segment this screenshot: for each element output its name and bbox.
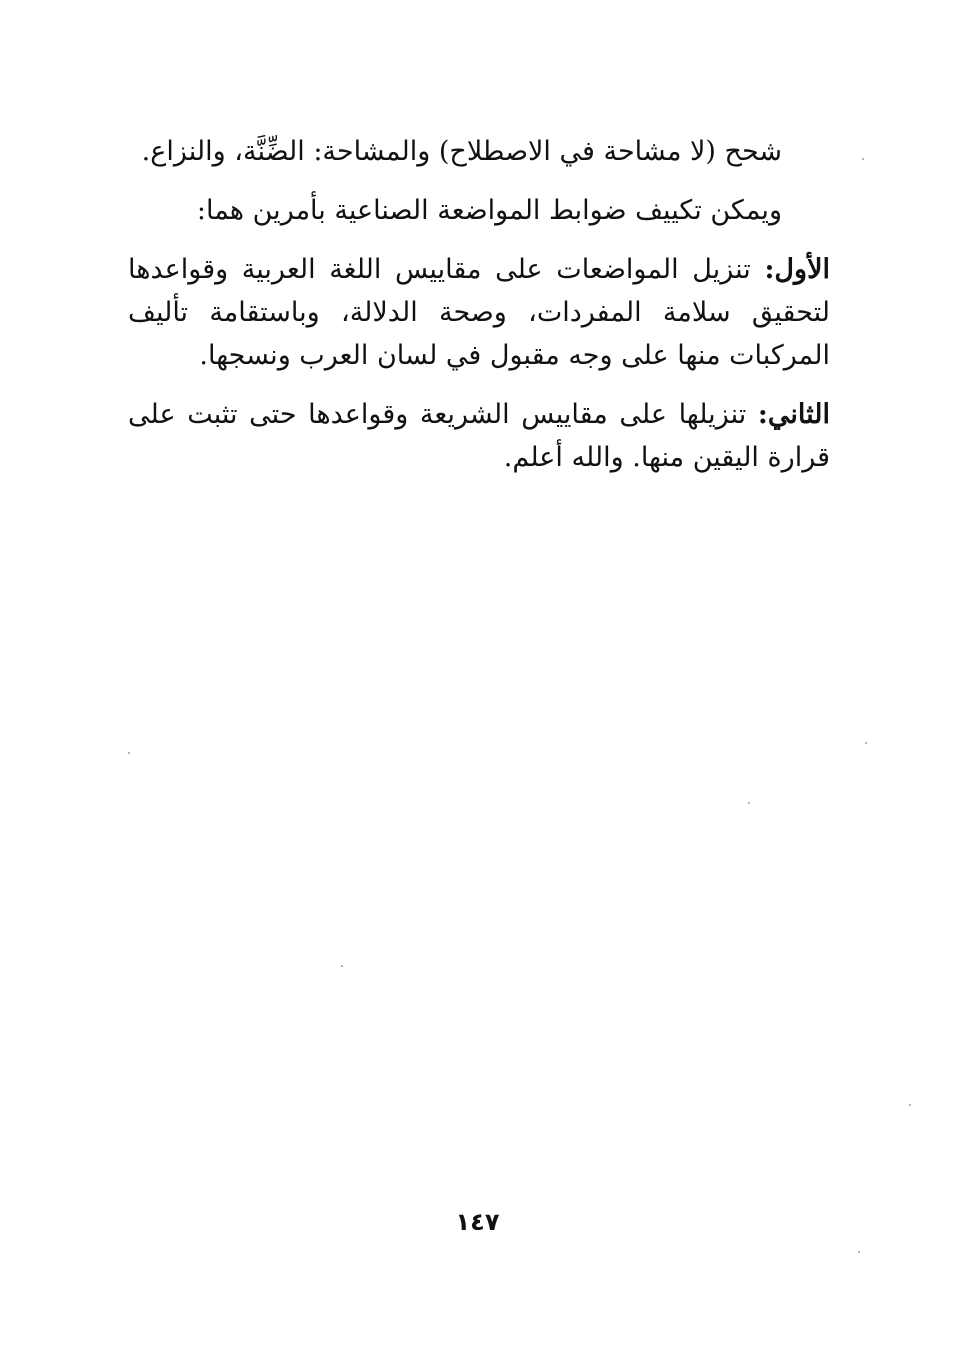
scan-speck	[862, 158, 864, 160]
paragraph-first	[128, 248, 830, 377]
scan-speck	[128, 752, 130, 754]
scan-speck	[748, 802, 750, 804]
scan-speck	[858, 1251, 860, 1253]
paragraph-text: تنزيلها على مقاييس الشريعة وقواعدها حتى تثبت على قرارة اليقين منها. والله أعلم.	[128, 399, 830, 473]
body-text	[128, 130, 830, 495]
scan-speck	[909, 1104, 911, 1106]
page-number: ١٤٧	[455, 1208, 500, 1236]
paragraph-lead: الأول:	[764, 254, 830, 285]
paragraph-lead: الثاني:	[757, 399, 830, 430]
paragraph-second	[128, 393, 830, 479]
scan-speck	[865, 742, 867, 744]
paragraph-text: شحح (لا مشاحة في الاصطلاح) والمشاحة: الضِّنَّة، والنزاع.	[141, 136, 782, 167]
paragraph-intro	[128, 189, 830, 232]
scan-speck	[341, 965, 343, 967]
paragraph-text: ويمكن تكييف ضوابط المواضعة الصناعية بأمرين هما:	[196, 195, 782, 226]
paragraph-definition	[128, 130, 830, 173]
paragraph-text: تنزيل المواضعات على مقاييس اللغة العربية وقواعدها لتحقيق سلامة المفردات، وصحة الدلالة، وباستقامة تأليف المركبات منها على وجه مقبول في لسان العرب ونسجها.	[128, 254, 830, 371]
